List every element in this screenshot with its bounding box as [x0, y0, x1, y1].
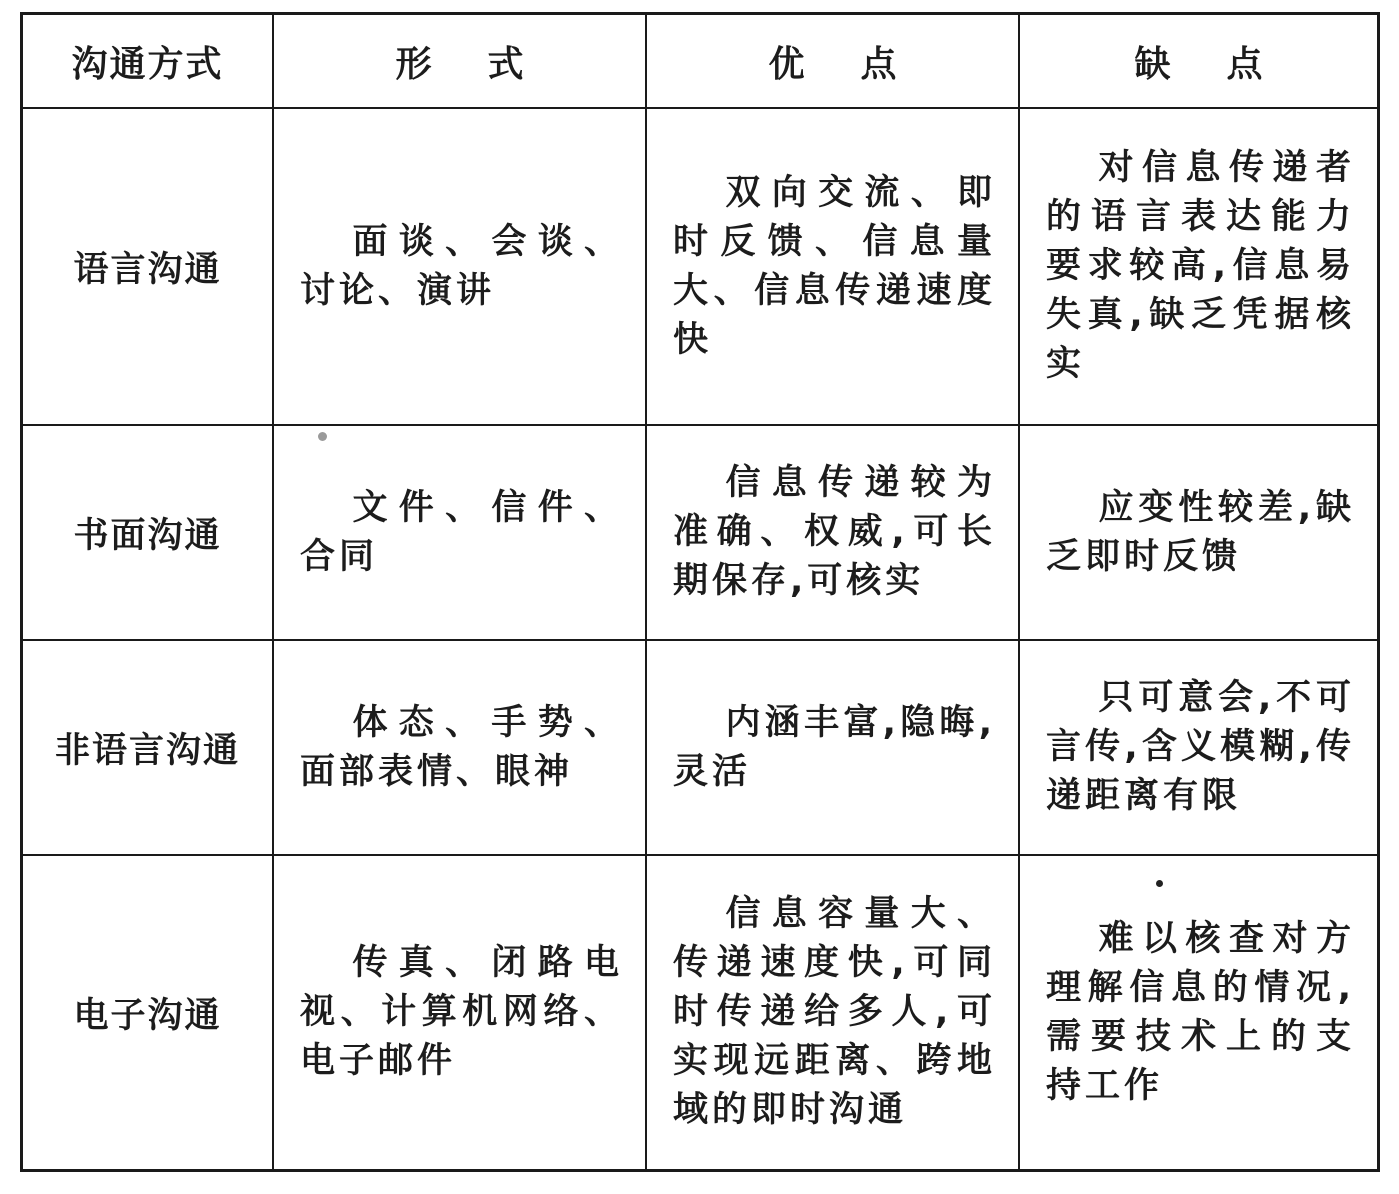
form-cell: [273, 855, 646, 1169]
advantages-text: 信息传递较为准确、权威,可长期保存,可核实: [673, 463, 996, 601]
advantages-text: 内涵丰富,隐晦,灵活: [673, 702, 996, 792]
comparison-table-frame: [20, 12, 1380, 1172]
header-row: [23, 15, 1377, 108]
form-text: 体态、手势、面部表情、眼神: [300, 702, 623, 792]
scan-smudge: [318, 432, 327, 441]
advantages-cell: [646, 108, 1019, 425]
header-method: 沟通方式: [23, 15, 273, 108]
form-cell: [273, 640, 646, 855]
advantages-text: 双向交流、即时反馈、信息量大、信息传递速度快: [673, 172, 996, 360]
table-row: [23, 425, 1377, 640]
table-row: [23, 640, 1377, 855]
header-disadvantages: 缺点: [1019, 15, 1377, 108]
form-text: 传真、闭路电视、计算机网络、电子邮件: [300, 943, 623, 1081]
header-form: 形式: [273, 15, 646, 108]
method-cell: 书面沟通: [23, 425, 273, 640]
disadvantages-text: 应变性较差,缺乏即时反馈: [1046, 487, 1355, 577]
advantages-cell: [646, 855, 1019, 1169]
disadvantages-text: 难以核查对方理解信息的情况,需要技术上的支持工作: [1046, 918, 1355, 1106]
advantages-cell: [646, 425, 1019, 640]
advantages-text: 信息容量大、传递速度快,可同时传递给多人,可实现远距离、跨地域的即时沟通: [673, 894, 996, 1130]
form-text: 文件、信件、合同: [300, 487, 623, 577]
header-advantages: 优点: [646, 15, 1019, 108]
communication-methods-table: [23, 15, 1377, 1169]
disadvantages-text: 只可意会,不可言传,含义模糊,传递距离有限: [1046, 678, 1355, 816]
disadvantages-cell: [1019, 425, 1377, 640]
disadvantages-cell: [1019, 108, 1377, 425]
method-cell: 语言沟通: [23, 108, 273, 425]
disadvantages-text: 对信息传递者的语言表达能力要求较高,信息易失真,缺乏凭据核实: [1046, 148, 1355, 384]
form-text: 面谈、会谈、讨论、演讲: [300, 221, 623, 311]
disadvantages-cell: [1019, 640, 1377, 855]
table-row: [23, 855, 1377, 1169]
form-cell: [273, 425, 646, 640]
method-cell: 电子沟通: [23, 855, 273, 1169]
disadvantages-cell: [1019, 855, 1377, 1169]
table-row: [23, 108, 1377, 425]
scan-dot: [1156, 880, 1163, 887]
form-cell: [273, 108, 646, 425]
method-cell: 非语言沟通: [23, 640, 273, 855]
advantages-cell: [646, 640, 1019, 855]
